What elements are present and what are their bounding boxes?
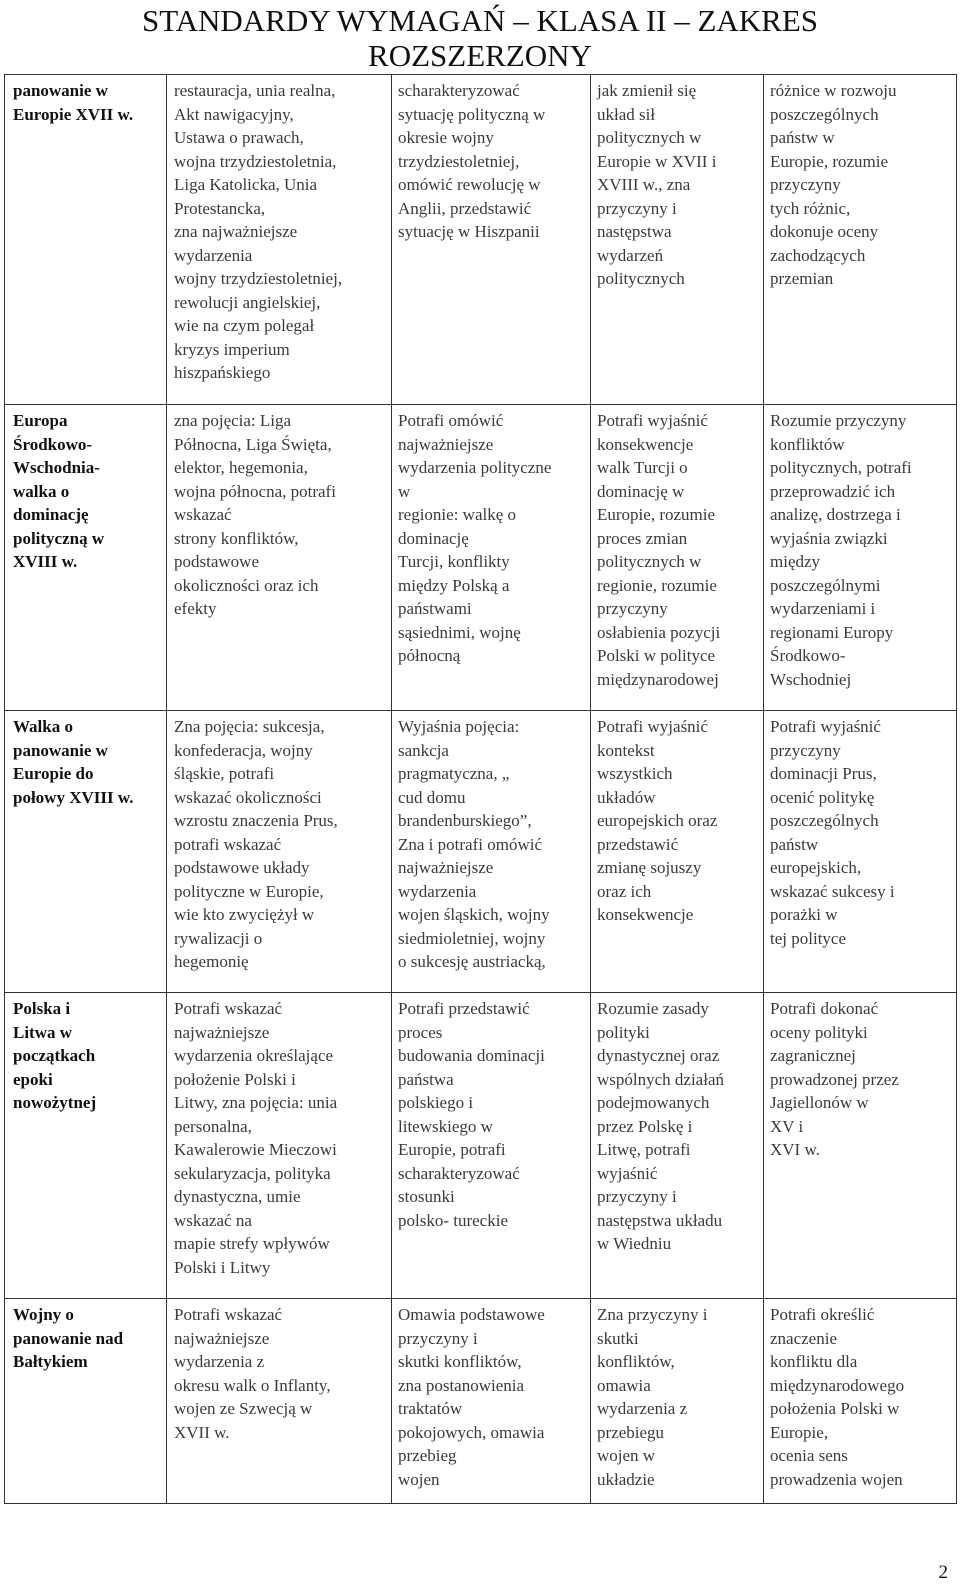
requirement-cell: scharakteryzować sytuację polityczną w okresie wojny trzydziestoletniej, omówić rewolucję w Anglii, przedstawić sytuację w Hiszpanii (392, 75, 591, 405)
standards-table (4, 74, 957, 1504)
page-title-continued: ROZSZERZONY (368, 38, 592, 73)
requirement-cell: Rozumie zasady polityki dynastycznej oraz wspólnych działań podejmowanych przez Polskę i Litwę, potrafi wyjaśnić przyczyny i następstwa układu w Wiedniu (591, 993, 764, 1299)
requirement-cell: Rozumie przyczyny konfliktów politycznych, potrafi przeprowadzić ich analizę, dostrzega i wyjaśnia związki między poszczególnymi wydarzeniami i regionami Europy Środkowo- Wschodniej (764, 405, 957, 711)
topic-cell: Walka o panowanie w Europie do połowy XVIII w. (5, 711, 167, 993)
requirement-cell: Zna pojęcia: sukcesja, konfederacja, wojny śląskie, potrafi wskazać okoliczności wzrostu znaczenia Prus, potrafi wskazać podstawowe układy polityczne w Europie, wie kto zwyciężył w rywalizacji o hegemonię (167, 711, 392, 993)
requirement-cell: Potrafi omówić najważniejsze wydarzenia polityczne w regionie: walkę o dominację Turcji, konflikty między Polską a państwami sąsiednimi, wojnę północną (392, 405, 591, 711)
requirement-cell: Potrafi wskazać najważniejsze wydarzenia z okresu walk o Inflanty, wojen ze Szwecją w XVII w. (167, 1299, 392, 1504)
table-row (5, 75, 957, 405)
requirement-cell: Potrafi wyjaśnić konsekwencje walk Turcji o dominację w Europie, rozumie proces zmian politycznych w regionie, rozumie przyczyny osłabienia pozycji Polski w polityce międzynarodowej (591, 405, 764, 711)
requirement-cell: Potrafi określić znaczenie konfliktu dla międzynarodowego położenia Polski w Europie, ocenia sens prowadzenia wojen (764, 1299, 957, 1504)
table-row (5, 993, 957, 1299)
requirement-cell: różnice w rozwoju poszczególnych państw w Europie, rozumie przyczyny tych różnic, dokonuje oceny zachodzących przemian (764, 75, 957, 405)
topic-cell: Polska i Litwa w początkach epoki nowożytnej (5, 993, 167, 1299)
requirement-cell: Potrafi dokonać oceny polityki zagranicznej prowadzonej przez Jagiellonów w XV i XVI w. (764, 993, 957, 1299)
topic-cell: Wojny o panowanie nad Bałtykiem (5, 1299, 167, 1504)
topic-cell: Europa Środkowo- Wschodnia- walka o dominację polityczną w XVIII w. (5, 405, 167, 711)
requirement-cell: Potrafi wskazać najważniejsze wydarzenia określające położenie Polski i Litwy, zna pojęcia: unia personalna, Kawalerowie Mieczowi sekularyzacja, polityka dynastyczna, umie wskazać na mapie strefy wpływów Polski i Litwy (167, 993, 392, 1299)
page-title: STANDARDY WYMAGAŃ – KLASA II – ZAKRES (141, 3, 819, 38)
table-row (5, 1299, 957, 1504)
requirement-cell: zna pojęcia: Liga Północna, Liga Święta, elektor, hegemonia, wojna północna, potrafi wskazać strony konfliktów, podstawowe okoliczności oraz ich efekty (167, 405, 392, 711)
requirement-cell: Wyjaśnia pojęcia: sankcja pragmatyczna, „ cud domu brandenburskiego”, Zna i potrafi omówić najważniejsze wydarzenia wojen śląskich, wojny siedmioletniej, wojny o sukcesję austriacką, (392, 711, 591, 993)
topic-cell: panowanie w Europie XVII w. (5, 75, 167, 405)
table-row (5, 405, 957, 711)
requirement-cell: Potrafi wyjaśnić przyczyny dominacji Prus, ocenić politykę poszczególnych państw europejskich, wskazać sukcesy i porażki w tej polityce (764, 711, 957, 993)
requirement-cell: restauracja, unia realna, Akt nawigacyjny, Ustawa o prawach, wojna trzydziestoletnia, Liga Katolicka, Unia Protestancka, zna najważniejsze wydarzenia wojny trzydziestoletniej, rewolucji angielskiej, wie na czym polegał kryzys imperium hiszpańskiego (167, 75, 392, 405)
requirement-cell: Potrafi wyjaśnić kontekst wszystkich układów europejskich oraz przedstawić zmianę sojuszy oraz ich konsekwencje (591, 711, 764, 993)
requirement-cell: jak zmienił się układ sił politycznych w Europie w XVII i XVIII w., zna przyczyny i następstwa wydarzeń politycznych (591, 75, 764, 405)
requirement-cell: Potrafi przedstawić proces budowania dominacji państwa polskiego i litewskiego w Europie, potrafi scharakteryzować stosunki polsko- tureckie (392, 993, 591, 1299)
requirement-cell: Zna przyczyny i skutki konfliktów, omawia wydarzenia z przebiegu wojen w układzie (591, 1299, 764, 1504)
page-number: 2 (938, 1562, 948, 1583)
table-row (5, 711, 957, 993)
requirement-cell: Omawia podstawowe przyczyny i skutki konfliktów, zna postanowienia traktatów pokojowych, omawia przebieg wojen (392, 1299, 591, 1504)
